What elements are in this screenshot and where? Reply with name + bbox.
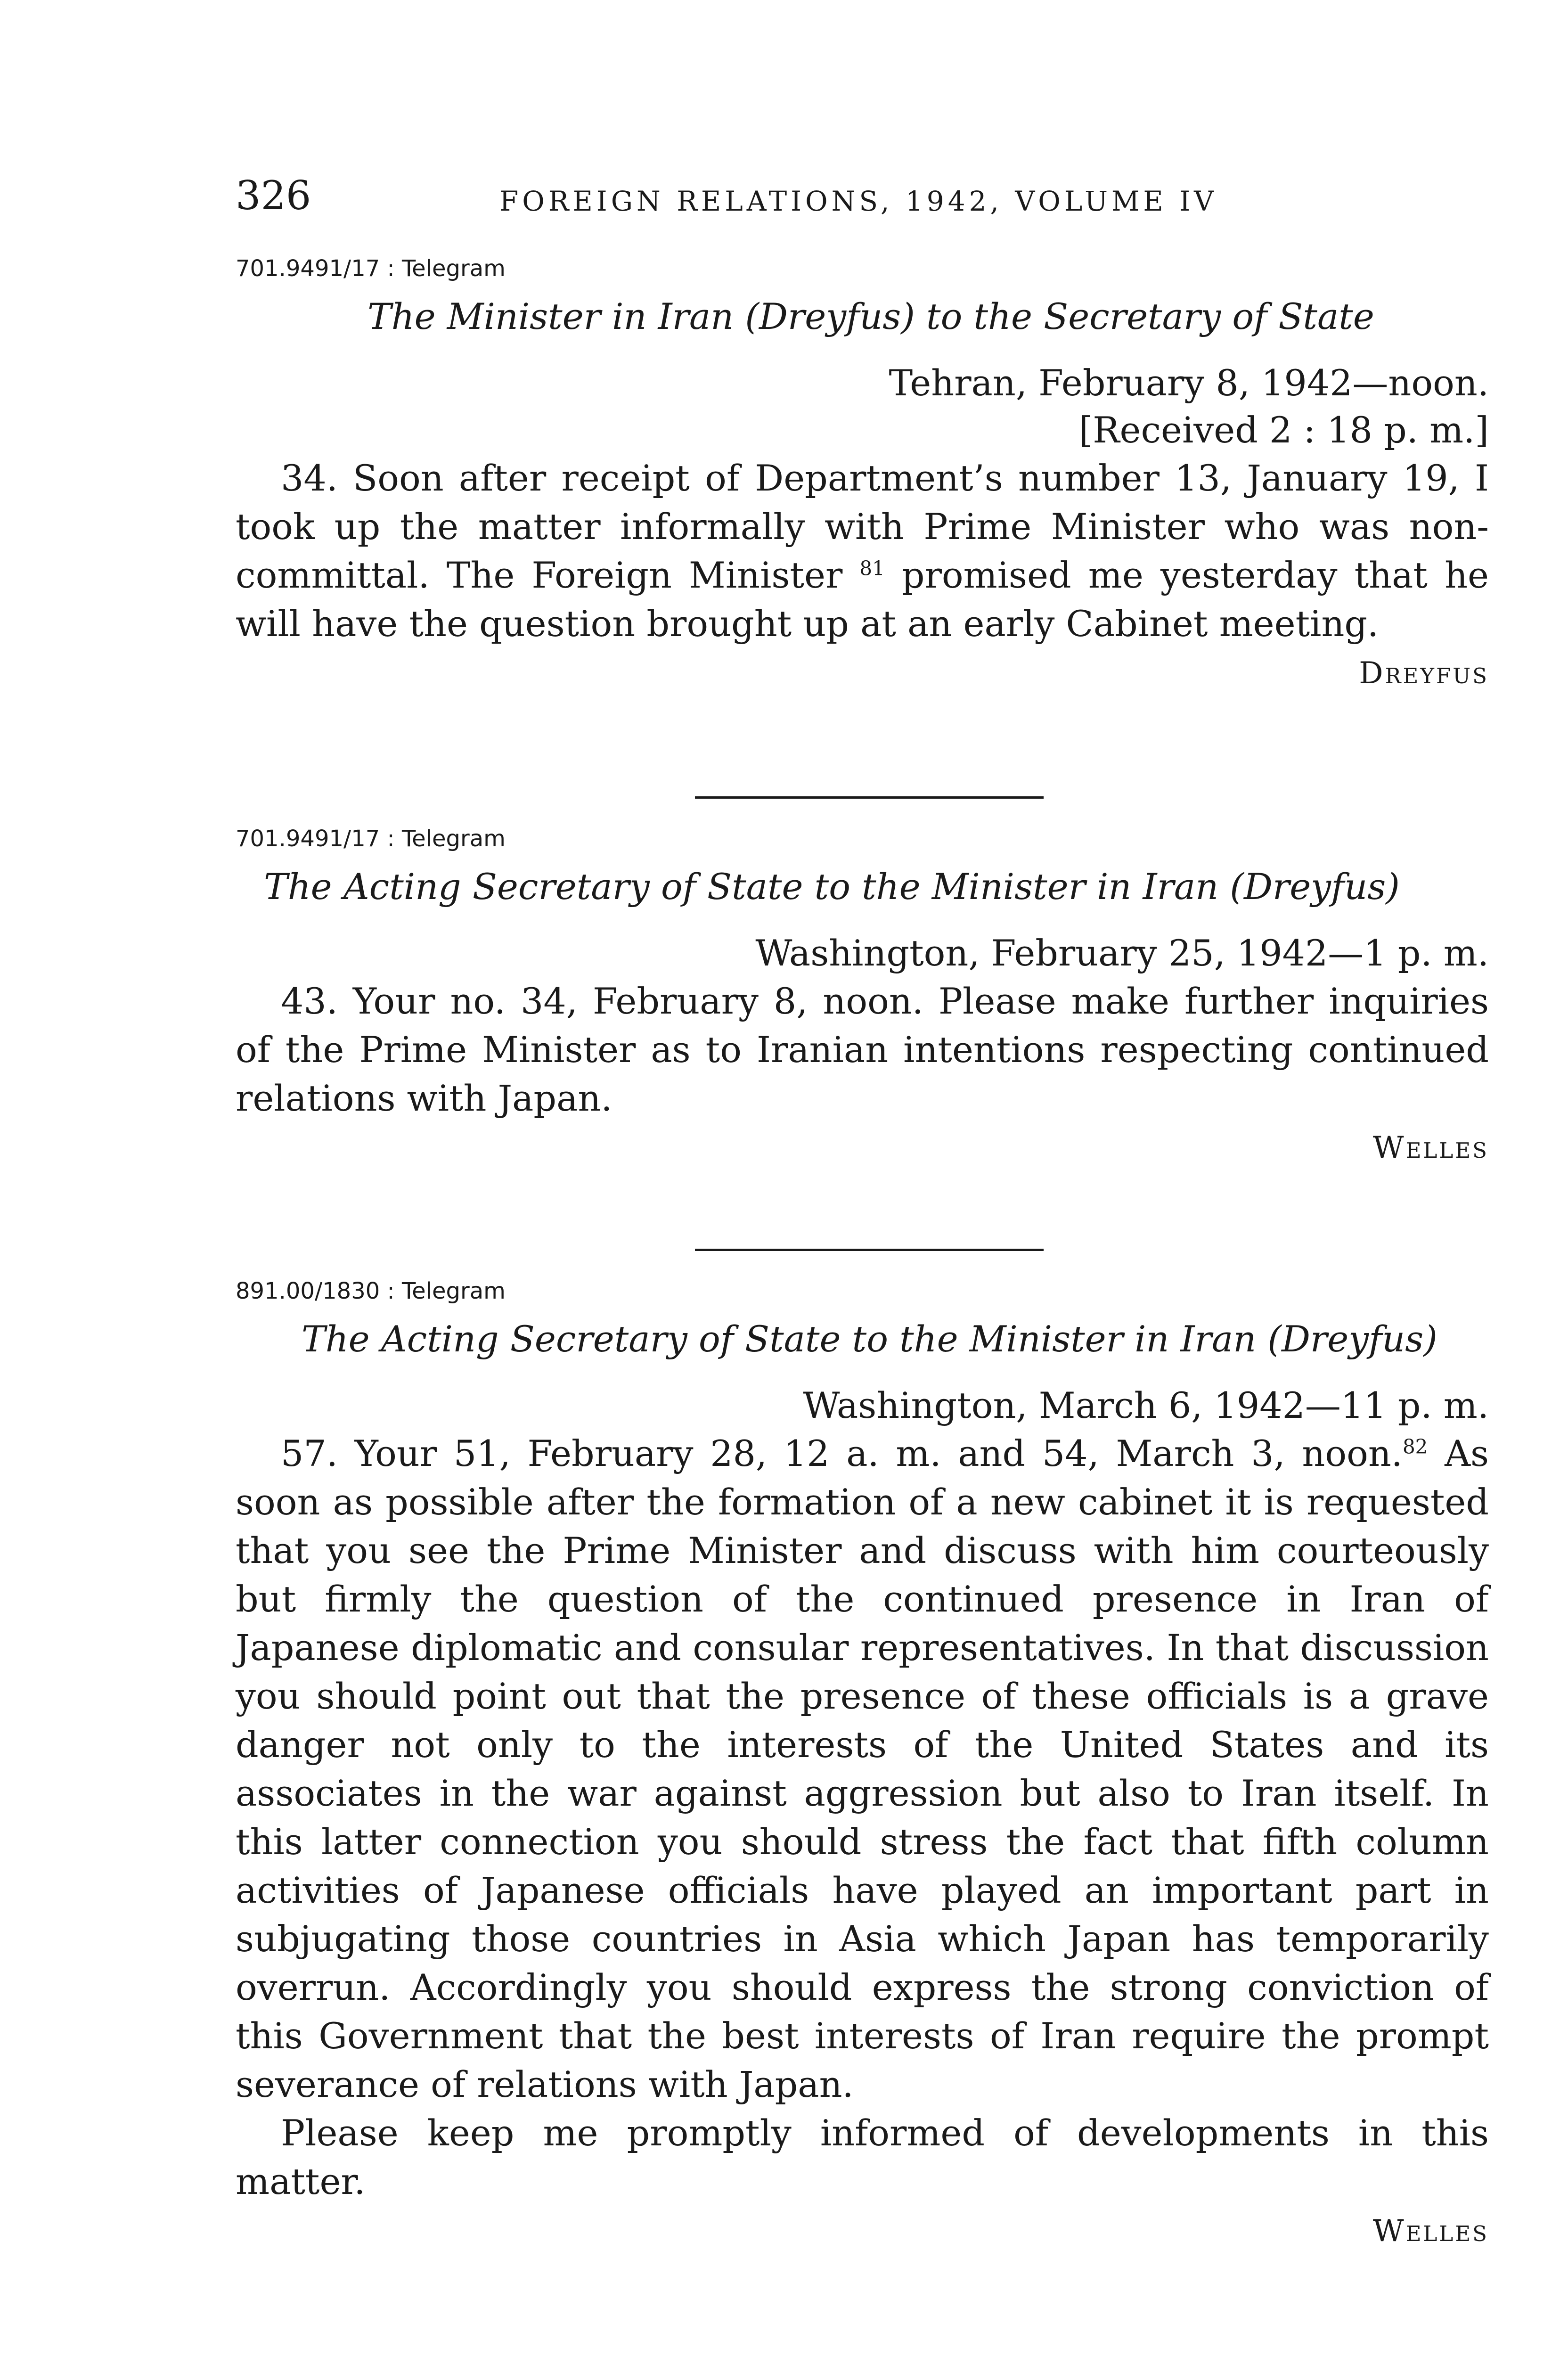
document-heading: The Acting Secretary of State to the Minister in Iran (Dreyfus): [302, 1318, 1437, 1360]
signature: Welles: [1372, 1130, 1489, 1165]
telegram-paragraph: 43. Your no. 34, February 8, noon. Please make further inquiries of the Prime Minister as to Iranian intentions respecting continued relations with Japan.: [236, 980, 1489, 1119]
running-head: [236, 170, 1489, 221]
telegram-1: [236, 252, 1489, 697]
paragraph-text: 57. Your 51, February 28, 12 a. m. and 54, March 3, noon.: [281, 1432, 1403, 1474]
section-divider: [695, 796, 1044, 799]
telegram-paragraph: [236, 454, 1489, 648]
dateline: Washington, March 6, 1942—11 p. m.: [803, 1384, 1489, 1426]
file-reference: 701.9491/17 : Telegram: [236, 826, 506, 852]
telegram-3: [236, 1275, 1489, 2255]
document-heading: The Minister in Iran (Dreyfus) to the Secretary of State: [368, 295, 1374, 337]
paragraph-text: As soon as possible after the formation of a new cabinet it is requested that you see the Prime Minister and discuss with him courteously but firmly the question of the continued presence in Iran of Japanese diplomatic and consular representatives. In that discussion you should point out that the presence of these officials is a grave danger not only to the interests of the United States and its associates in the war against aggression but also to Iran itself. In this latter connection you should stress the fact that fifth column activities of Japanese officials have played an important part in subjugating those countries in Asia which Japan has temporarily overrun. Accordingly you should express the strong conviction of this Government that the best interests of Iran require the prompt severance of relations with Japan.: [236, 1432, 1489, 2105]
running-title: FOREIGN RELATIONS, 1942, VOLUME IV: [499, 185, 1217, 217]
signature: Welles: [1372, 2214, 1489, 2249]
paragraph-text: 34. Soon after receipt of Department’s number 13, January 19, I took up the matter informally with Prime Minister who was non-committal. The Foreign Minister: [236, 457, 1489, 596]
telegram-2: [236, 822, 1489, 1171]
page-number: 326: [236, 172, 311, 219]
file-reference: 701.9491/17 : Telegram: [236, 255, 506, 282]
document-page: [236, 0, 1489, 2356]
received-line: [Received 2 : 18 p. m.]: [1078, 409, 1489, 451]
dateline: Tehran, February 8, 1942—noon.: [889, 362, 1489, 404]
file-reference: 891.00/1830 : Telegram: [236, 1278, 506, 1304]
paragraph-text: promised me yesterday that he will have the question brought up at an early Cabinet meeting.: [236, 554, 1489, 645]
section-divider: [695, 1249, 1044, 1251]
document-heading: The Acting Secretary of State to the Minister in Iran (Dreyfus): [264, 866, 1400, 908]
footnote-ref: 81: [859, 556, 885, 580]
dateline: Washington, February 25, 1942—1 p. m.: [755, 932, 1489, 974]
telegram-paragraph: [236, 1429, 1489, 2109]
signature: Dreyfus: [1359, 656, 1489, 691]
footnote-ref: 82: [1402, 1435, 1428, 1458]
telegram-paragraph: Please keep me promptly informed of developments in this matter.: [236, 2112, 1489, 2202]
